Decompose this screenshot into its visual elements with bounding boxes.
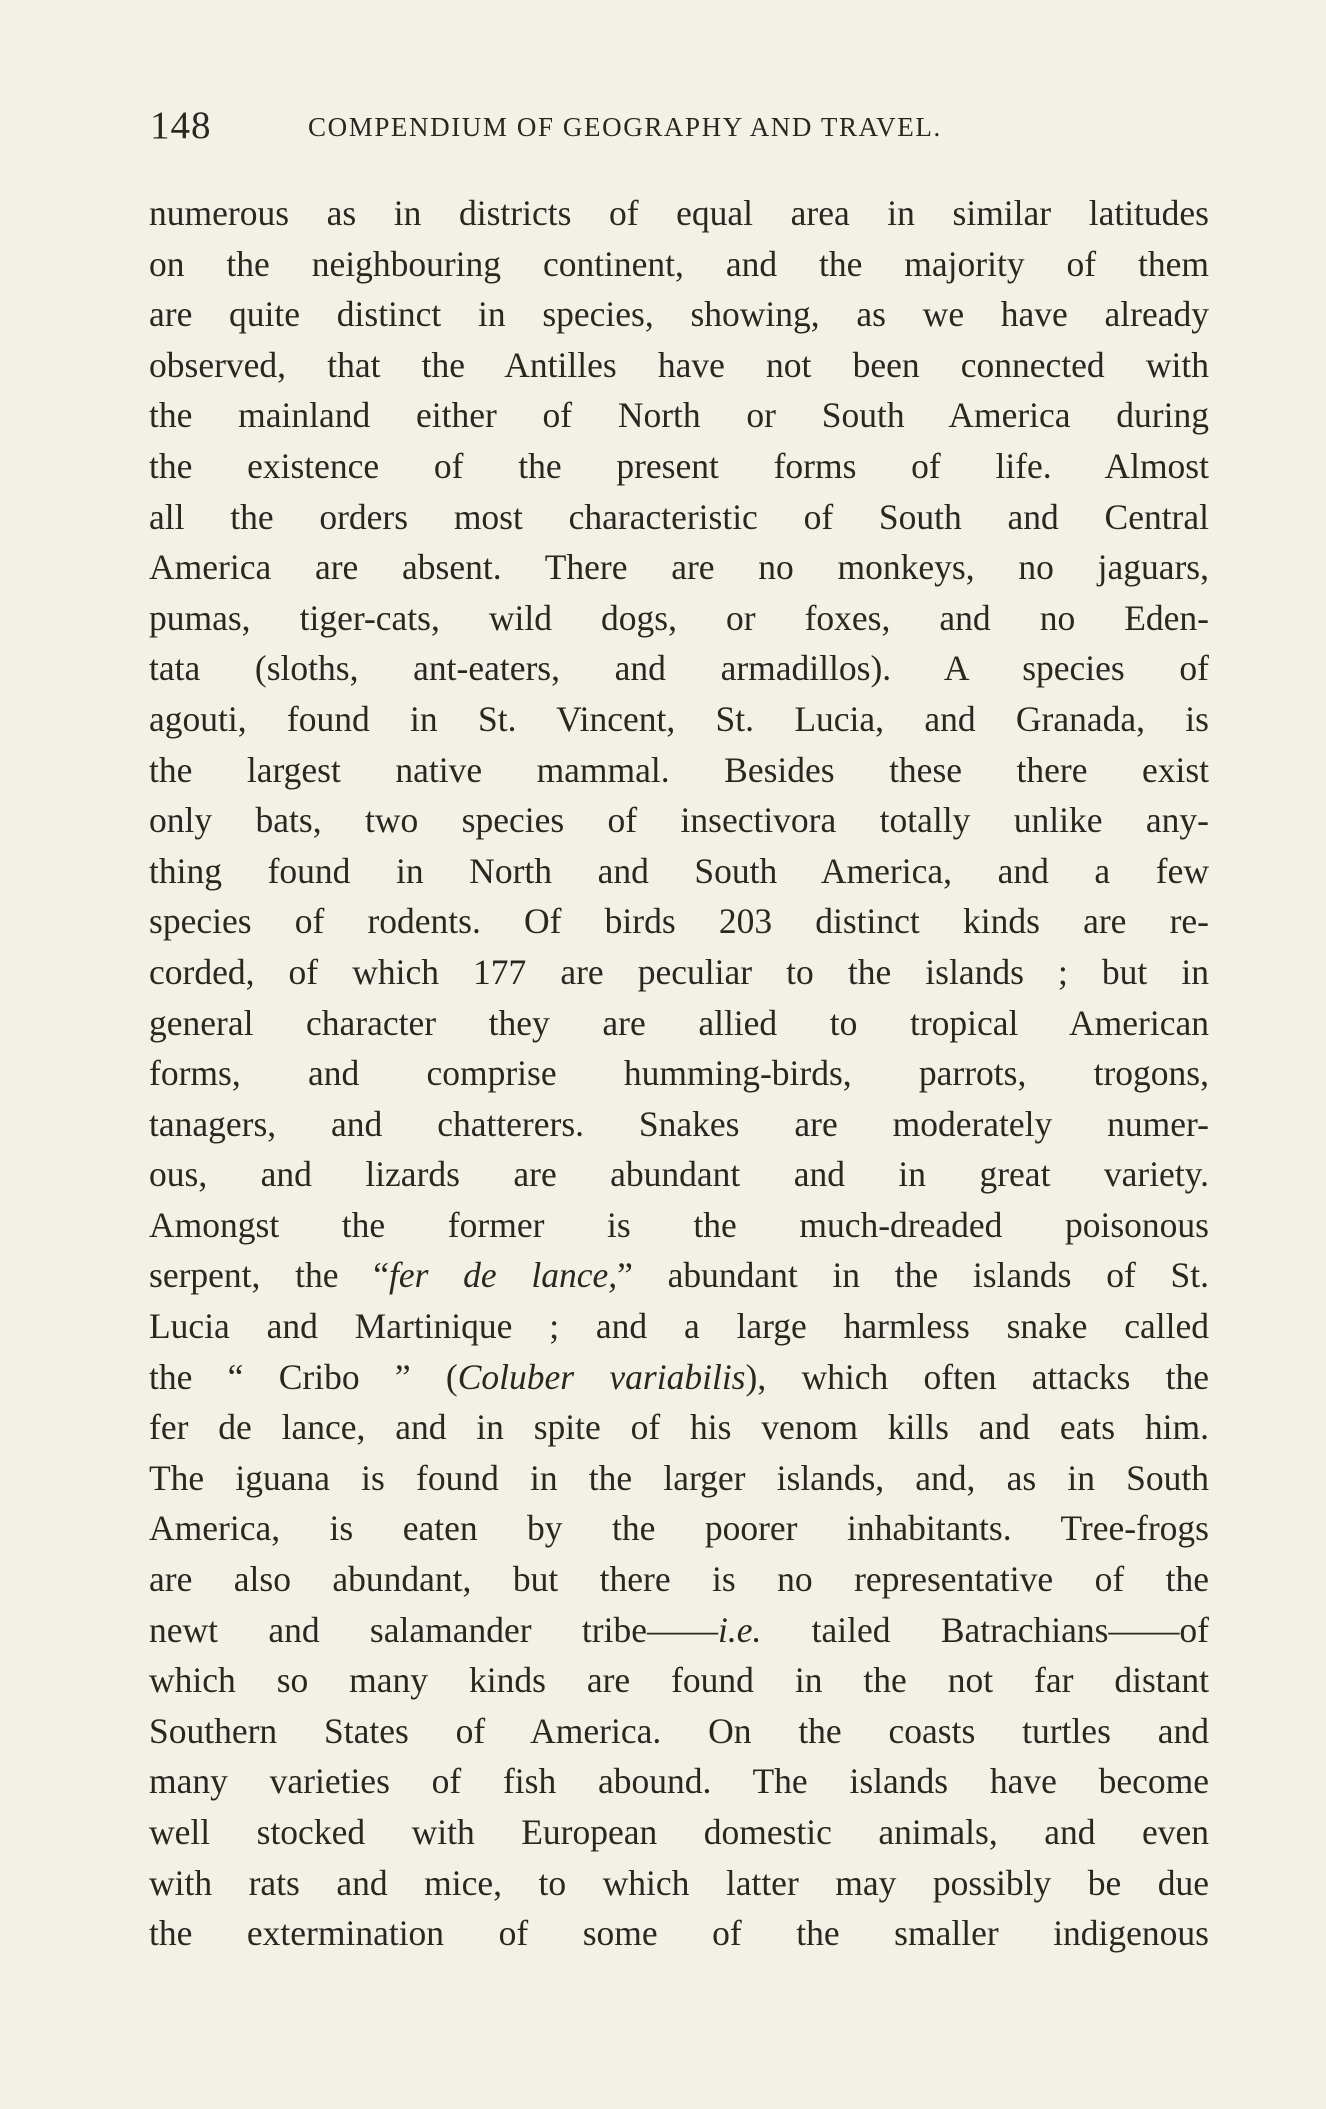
text-line: observed, that the Antilles have not been connected with	[149, 344, 1209, 385]
body-text	[149, 188, 1209, 1959]
text-line	[149, 1352, 1209, 1403]
text-line: tanagers, and chatterers. Snakes are moderately numer-	[149, 1103, 1209, 1144]
text-line: tata (sloths, ant-eaters, and armadillos). A species of	[149, 648, 1209, 689]
text-line: the largest native mammal. Besides these there exist	[149, 749, 1209, 790]
text-line: many varieties of fish abound. The islands have become	[149, 1761, 1209, 1802]
text-line: pumas, tiger-cats, wild dogs, or foxes, and no Eden-	[149, 597, 1209, 638]
text-line: America are absent. There are no monkeys, no jaguars,	[149, 547, 1209, 588]
text-line: The iguana is found in the larger islands, and, as in South	[149, 1457, 1209, 1498]
text-line: the mainland either of North or South America during	[149, 395, 1209, 436]
text-line: Amongst the former is the much-dreaded poisonous	[149, 1204, 1209, 1245]
text-line: are quite distinct in species, showing, as we have already	[149, 294, 1209, 335]
running-head	[150, 103, 1220, 149]
italic-term: fer de lance,	[388, 1255, 618, 1296]
text-line: general character they are allied to tropical American	[149, 1002, 1209, 1043]
text-line: well stocked with European domestic animals, and even	[149, 1812, 1209, 1852]
text-line: the extermination of some of the smaller indigenous	[149, 1913, 1209, 1954]
text-run: ), which often attacks the	[745, 1356, 1209, 1397]
italic-term: i.e.	[717, 1609, 762, 1650]
text-line: only bats, two species of insectivora totally unlike any-	[149, 800, 1209, 841]
text-run: newt and salamander tribe——	[149, 1609, 718, 1650]
text-line: numerous as in districts of equal area in similar latitudes	[149, 193, 1209, 233]
text-line	[149, 1250, 1209, 1301]
text-line: on the neighbouring continent, and the majority of them	[149, 243, 1209, 284]
text-line: which so many kinds are found in the not far distant	[149, 1660, 1209, 1701]
text-line: America, is eaten by the poorer inhabitants. Tree-frogs	[149, 1508, 1209, 1549]
text-line: the existence of the present forms of life. Almost	[149, 445, 1209, 486]
text-line: Lucia and Martinique ; and a large harmless snake called	[149, 1306, 1209, 1347]
text-line: agouti, found in St. Vincent, St. Lucia, and Granada, is	[149, 698, 1209, 739]
text-line: ous, and lizards are abundant and in great variety.	[149, 1154, 1209, 1195]
text-line: fer de lance, and in spite of his venom kills and eats him.	[149, 1407, 1209, 1448]
text-run: serpent, the “	[149, 1255, 389, 1296]
text-run: the “ Cribo ” (	[149, 1356, 458, 1397]
text-line: species of rodents. Of birds 203 distinct kinds are re-	[149, 901, 1209, 942]
text-line	[149, 1605, 1209, 1656]
text-line: forms, and comprise humming-birds, parrots, trogons,	[149, 1053, 1209, 1094]
text-line: thing found in North and South America, and a few	[149, 850, 1209, 891]
text-line: corded, of which 177 are peculiar to the islands ; but in	[149, 951, 1209, 992]
text-run: tailed Batrachians——of	[761, 1609, 1209, 1650]
page-number: 148	[150, 104, 212, 147]
text-line: with rats and mice, to which latter may possibly be due	[149, 1862, 1209, 1903]
text-line: are also abundant, but there is no representative of the	[149, 1559, 1209, 1600]
running-head-title: COMPENDIUM OF GEOGRAPHY AND TRAVEL.	[308, 112, 942, 142]
text-run: ” abundant in the islands of St.	[617, 1255, 1209, 1296]
italic-term: Coluber variabilis	[457, 1356, 746, 1397]
text-line: all the orders most characteristic of South and Central	[149, 496, 1209, 537]
text-line: Southern States of America. On the coasts turtles and	[149, 1710, 1209, 1751]
